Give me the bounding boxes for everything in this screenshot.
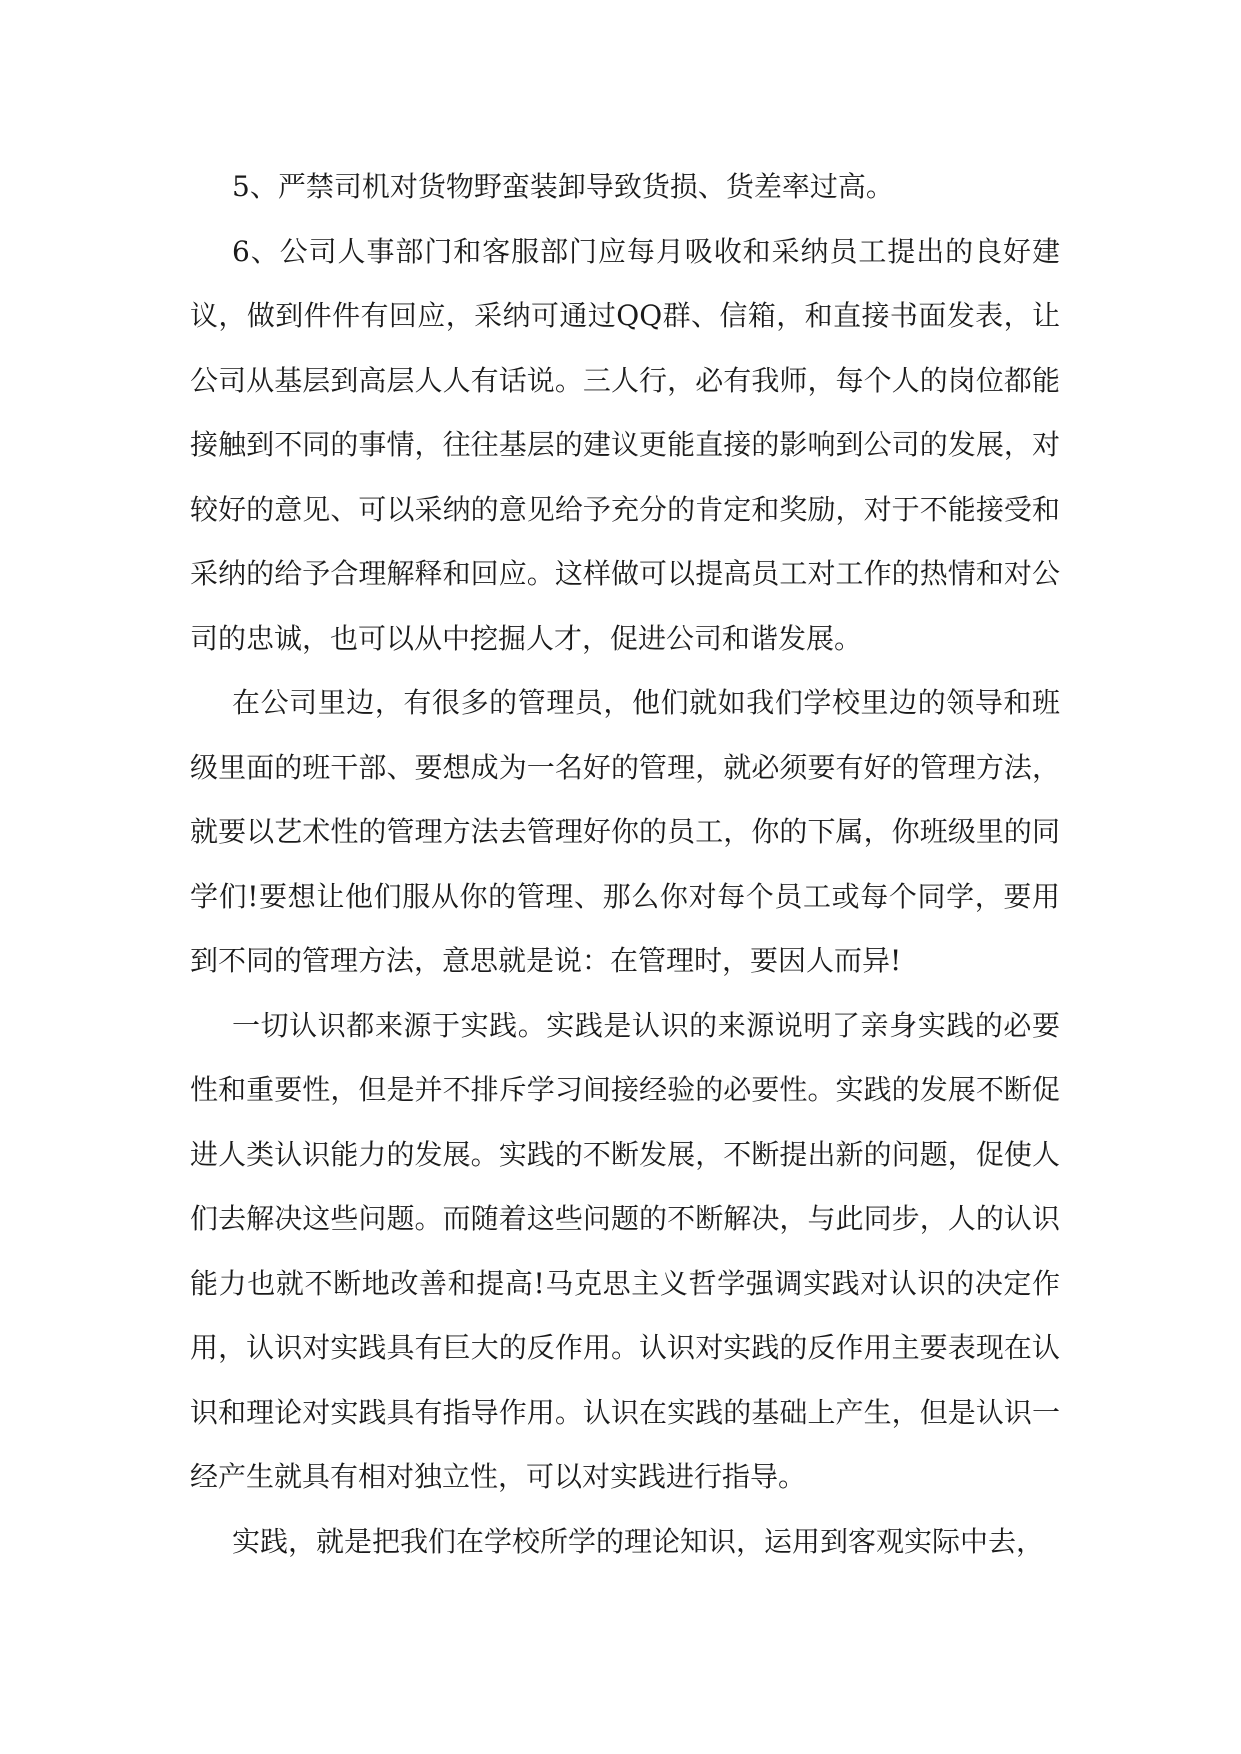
document-body [190,155,1060,1574]
paragraph: 一切认识都来源于实践。实践是认识的来源说明了亲身实践的必要性和重要性，但是并不排斥学习间接经验的必要性。实践的发展不断促进人类认识能力的发展。实践的不断发展，不断提出新的问题，促使人们去解决这些问题。而随着这些问题的不断解决，与此同步，人的认识能力也就不断地改善和提高!马克思主义哲学强调实践对认识的决定作用，认识对实践具有巨大的反作用。认识对实践的反作用主要表现在认识和理论对实践具有指导作用。认识在实践的基础上产生，但是认识一经产生就具有相对独立性，可以对实践进行指导。 [190,1008,1060,1493]
paragraph: 6、公司人事部门和客服部门应每月吸收和采纳员工提出的良好建议，做到件件有回应，采纳可通过QQ群、信箱，和直接书面发表，让公司从基层到高层人人有话说。三人行，必有我师，每个人的岗位都能接触到不同的事情，往往基层的建议更能直接的影响到公司的发展，对较好的意见、可以采纳的意见给予充分的肯定和奖励，对于不能接受和采纳的给予合理解释和回应。这样做可以提高员工对工作的热情和对公司的忠诚，也可以从中挖掘人才，促进公司和谐发展。 [190,234,1060,655]
paragraph: 实践，就是把我们在学校所学的理论知识，运用到客观实际中去， [232,1524,1045,1558]
paragraph: 在公司里边，有很多的管理员，他们就如我们学校里边的领导和班级里面的班干部、要想成为一名好的管理，就必须要有好的管理方法，就要以艺术性的管理方法去管理好你的员工，你的下属，你班级里的同学们!要想让他们服从你的管理、那么你对每个员工或每个同学，要用到不同的管理方法，意思就是说：在管理时，要因人而异! [190,686,1060,977]
paragraph: 5、严禁司机对货物野蛮装卸导致货损、货差率过高。 [232,170,894,203]
